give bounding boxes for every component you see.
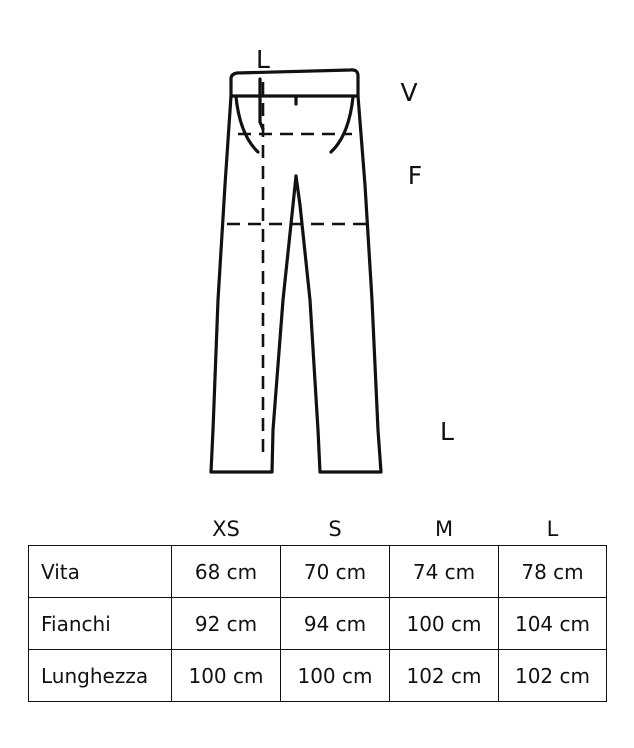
table-row bbox=[29, 546, 607, 598]
column-header-s: S bbox=[328, 516, 342, 541]
label-length-top: L bbox=[256, 45, 270, 74]
row-label-lunghezza: Lunghezza bbox=[29, 650, 172, 702]
table-row bbox=[29, 598, 607, 650]
cell-vita-m: 74 cm bbox=[390, 546, 499, 598]
cell-vita-s: 70 cm bbox=[281, 546, 390, 598]
size-table-wrap bbox=[28, 512, 606, 702]
label-hips: F bbox=[407, 161, 423, 190]
column-header-blank bbox=[29, 512, 172, 546]
pocket-left bbox=[236, 97, 258, 152]
cell-lunghezza-s: 100 cm bbox=[281, 650, 390, 702]
row-label-fianchi: Fianchi bbox=[29, 598, 172, 650]
column-header-xs: XS bbox=[212, 516, 240, 541]
column-header-m: M bbox=[434, 516, 454, 541]
row-label-vita: Vita bbox=[29, 546, 172, 598]
table-row bbox=[29, 650, 607, 702]
waistband-outline bbox=[231, 70, 358, 96]
trousers-body-outline bbox=[211, 96, 381, 472]
cell-vita-l: 78 cm bbox=[499, 546, 607, 598]
size-table bbox=[28, 512, 607, 702]
cell-lunghezza-l: 102 cm bbox=[499, 650, 607, 702]
cell-fianchi-xs: 92 cm bbox=[172, 598, 281, 650]
label-length-side: L bbox=[440, 417, 454, 446]
cell-vita-xs: 68 cm bbox=[172, 546, 281, 598]
cell-fianchi-s: 94 cm bbox=[281, 598, 390, 650]
cell-fianchi-l: 104 cm bbox=[499, 598, 607, 650]
column-header-l: L bbox=[546, 516, 559, 541]
pocket-right bbox=[331, 97, 353, 152]
cell-lunghezza-xs: 100 cm bbox=[172, 650, 281, 702]
label-waist: V bbox=[400, 78, 418, 107]
cell-fianchi-m: 100 cm bbox=[390, 598, 499, 650]
table-header-row bbox=[29, 512, 607, 546]
cell-lunghezza-m: 102 cm bbox=[390, 650, 499, 702]
